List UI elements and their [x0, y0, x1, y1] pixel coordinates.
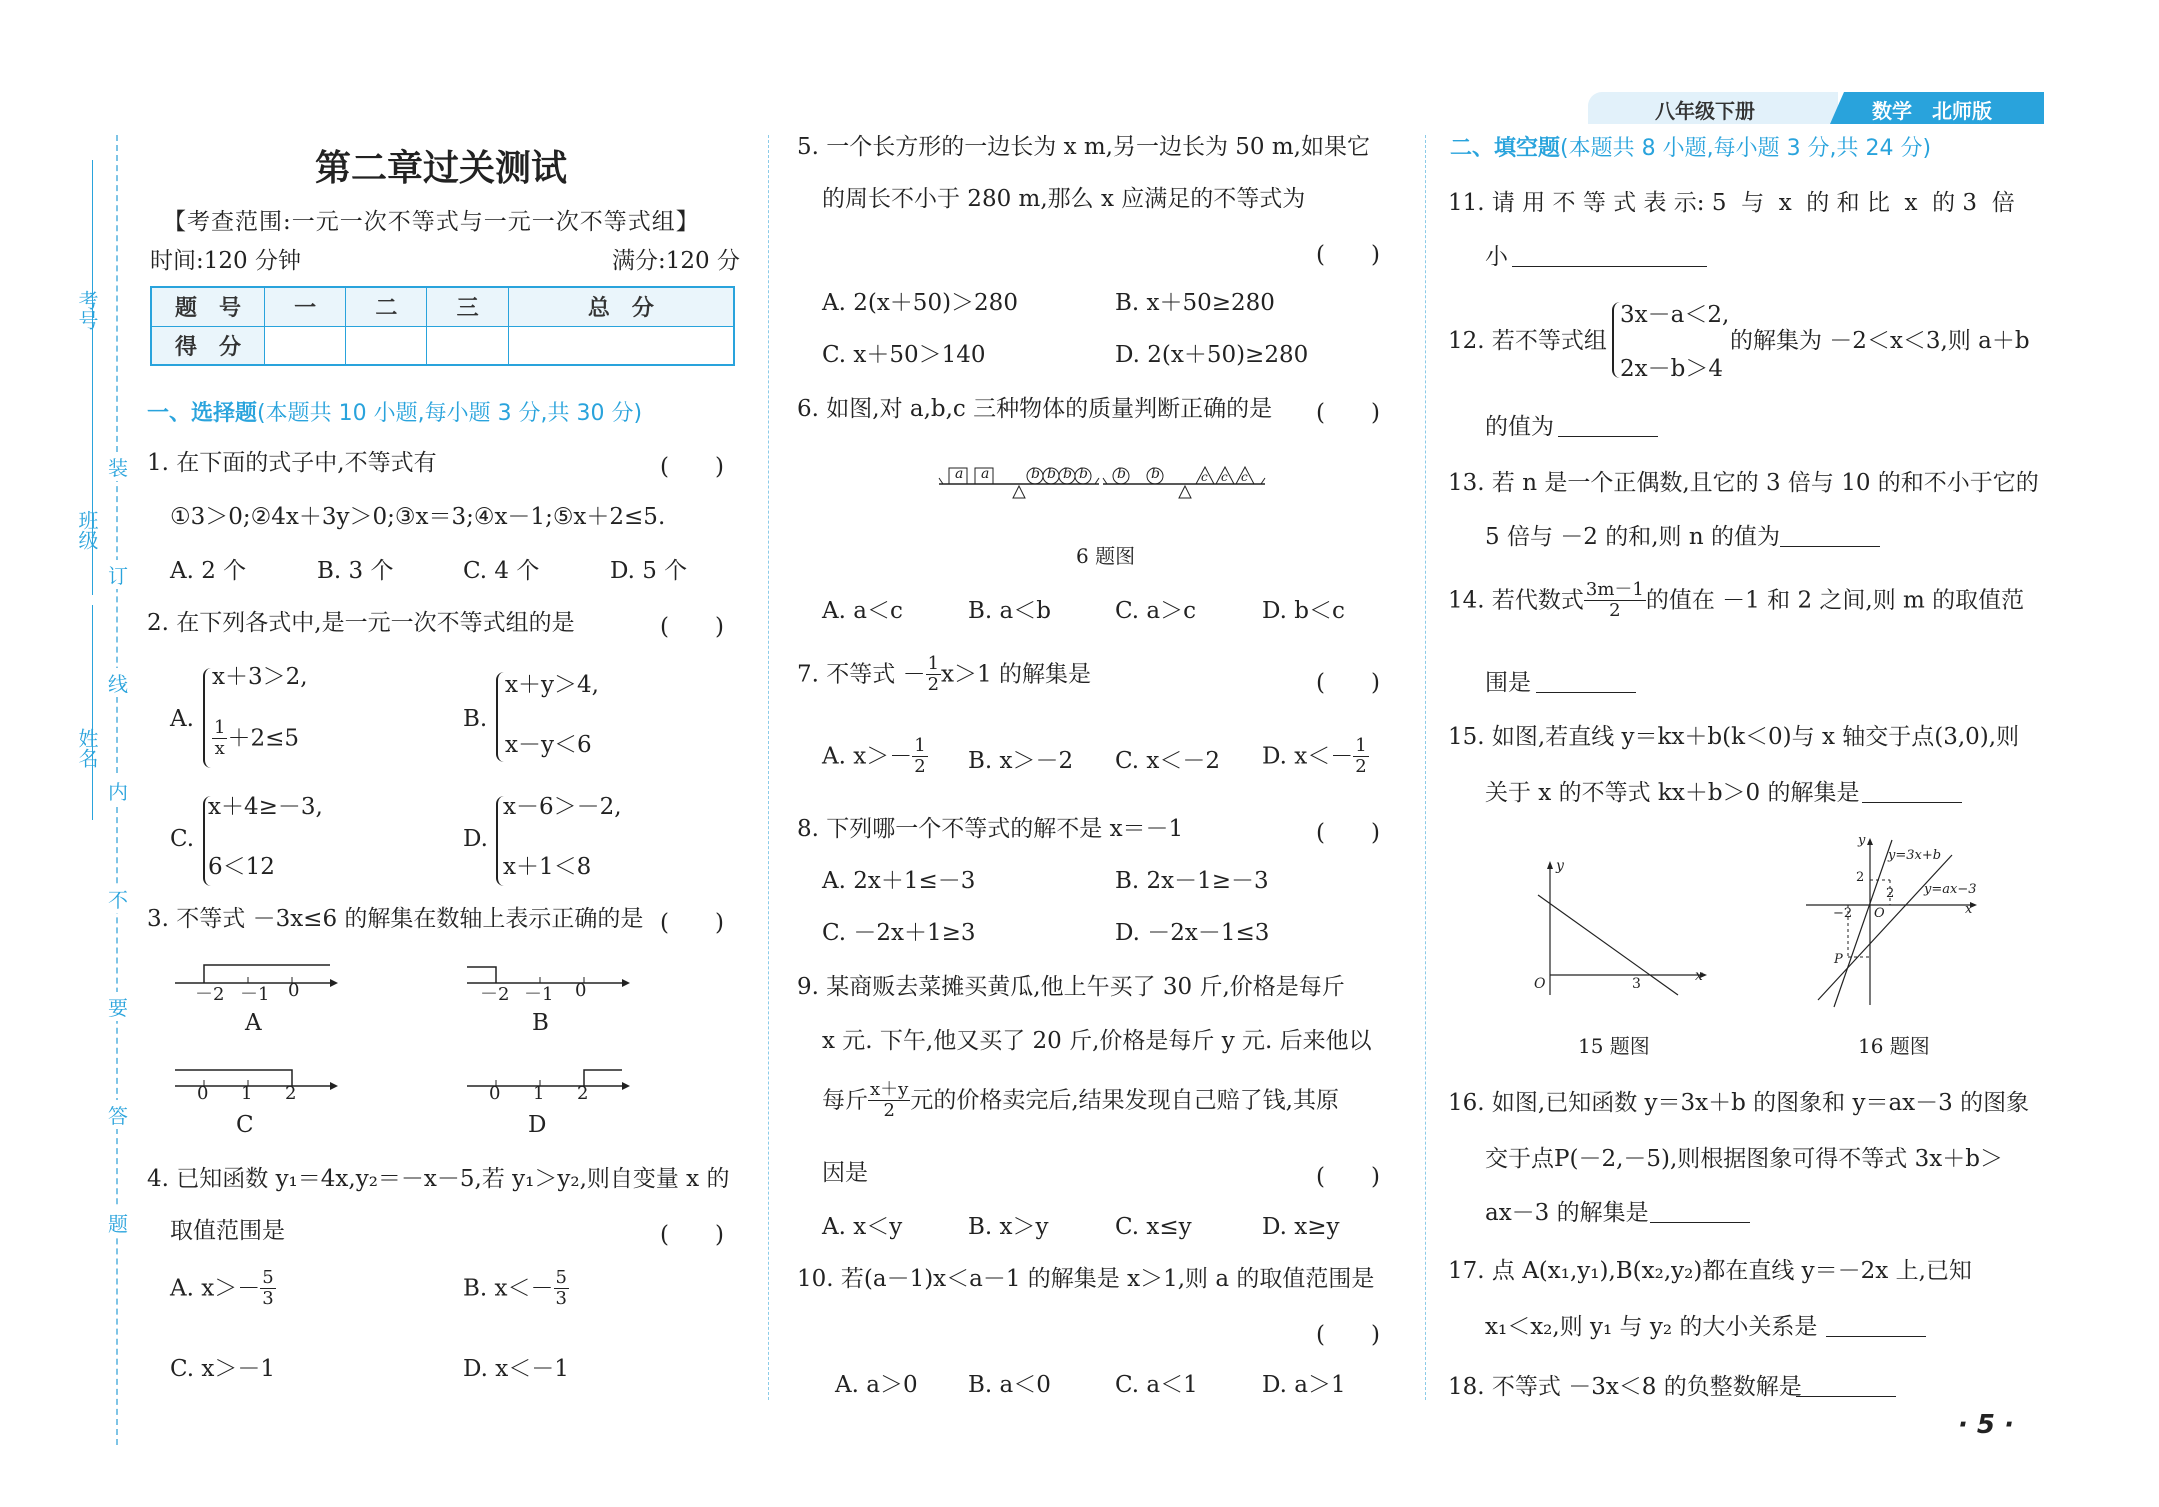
q5-option: C. x＋50＞140: [822, 342, 986, 368]
answer-paren: ( ): [1316, 242, 1380, 268]
q4-stem-2: 取值范围是: [170, 1218, 285, 1244]
q15-line1: 15. 如图,若直线 y＝kx＋b(k＜0)与 x 轴交于点(3,0),则: [1448, 724, 2020, 750]
frac-den: 2: [1609, 600, 1621, 621]
q1-option: D. 5 个: [610, 558, 688, 584]
q8-option: D. －2x－1≤3: [1115, 920, 1270, 946]
score-cell[interactable]: [427, 326, 508, 365]
balance-label: a: [955, 466, 964, 482]
q3-tick-label: 2: [577, 1083, 589, 1104]
q6-option: C. a＞c: [1115, 598, 1196, 624]
q2-c-line1: x＋4≥－3,: [208, 794, 323, 820]
frac-num: x＋y: [870, 1079, 909, 1100]
balance-label: c: [1221, 470, 1228, 484]
balance-label: c: [1241, 470, 1248, 484]
q13-answer-blank[interactable]: [1780, 546, 1880, 547]
q12-line2: 的值为: [1485, 414, 1554, 440]
q3-label-c: C: [236, 1112, 254, 1138]
kaohao-underline: [92, 160, 93, 385]
q7-stem-a: 7. 不等式 －: [797, 661, 926, 688]
answer-paren: ( ): [1316, 820, 1380, 846]
q8-option: B. 2x－1≥－3: [1115, 868, 1269, 894]
section-2-heading: [1450, 131, 1931, 162]
q9-line4: 因是: [822, 1160, 868, 1186]
binding-char: 内: [108, 776, 128, 805]
score-table-header: 二: [346, 287, 427, 326]
fig16-caption: 16 题图: [1858, 1034, 1930, 1058]
q11-line1: 11. 请 用 不 等 式 表 示: 5 与 x 的 和 比 x 的 3 倍: [1448, 190, 2015, 216]
fig15-y-label: y: [1556, 858, 1564, 874]
banji-underline: [92, 385, 93, 595]
q7-option-c: C. x＜－2: [1115, 748, 1221, 774]
frac-den: 2: [1355, 756, 1367, 777]
answer-paren: ( ): [1316, 1164, 1380, 1190]
grade-label: 八年级下册: [1655, 99, 1755, 123]
q5-option: D. 2(x＋50)≥280: [1115, 342, 1309, 368]
subject-label: 数学 北师版: [1872, 99, 1992, 123]
fig16-y-label: y: [1858, 833, 1866, 848]
q3-tick-label: 0: [489, 1083, 501, 1104]
q4-option-a-text: A. x＞－: [170, 1275, 261, 1302]
q14-line2: 围是: [1485, 670, 1531, 696]
balance-label: a: [981, 466, 990, 482]
q3-tick-label: －1: [524, 984, 554, 1005]
q7-option-a: [822, 736, 928, 777]
q4-option-a: [170, 1268, 276, 1309]
frac-num: 5: [555, 1267, 567, 1288]
q10-option: D. a＞1: [1262, 1372, 1346, 1398]
binding-char: 答: [108, 1100, 128, 1129]
score-row-label: 得 分: [151, 326, 265, 365]
q9-option: C. x≤y: [1115, 1214, 1192, 1240]
q3-tick-label: 2: [285, 1083, 297, 1104]
q4-option-c: C. x＞－1: [170, 1356, 276, 1382]
q1-items: ①3＞0;②4x＋3y＞0;③x＝3;④x－1;⑤x＋2≤5.: [170, 504, 666, 530]
score-cell[interactable]: [265, 326, 346, 365]
q2-c-line2: 6＜12: [208, 854, 275, 880]
balance-label: c: [1201, 470, 1208, 484]
q12-system-line2: 2x－b＞4: [1620, 356, 1723, 382]
q14-post: 的值在 －1 和 2 之间,则 m 的取值范: [1645, 587, 2025, 614]
q6-caption: 6 题图: [1076, 544, 1136, 568]
banji-label: 班级: [75, 510, 99, 550]
binding-char: 订: [108, 560, 128, 589]
section-2-note: (本题共 8 小题,每小题 3 分,共 24 分): [1560, 136, 1932, 161]
q16-line2: 交于点P(－2,－5),则根据图象可得不等式 3x＋b＞: [1485, 1146, 2003, 1172]
q6-option: B. a＜b: [968, 598, 1051, 624]
q11-answer-blank[interactable]: [1512, 266, 1707, 267]
fig15-caption: 15 题图: [1578, 1034, 1650, 1058]
q3-label-a: A: [245, 1010, 262, 1036]
q2-d-line1: x－6＞－2,: [503, 794, 622, 820]
q18-answer-blank[interactable]: [1796, 1396, 1896, 1397]
q10-option: A. a＞0: [835, 1372, 918, 1398]
q2-stem: 2. 在下列各式中,是一元一次不等式组的是: [147, 610, 575, 636]
binding-char: 题: [108, 1208, 128, 1237]
balance-label: b: [1063, 466, 1072, 482]
q3-numberline-d: [462, 1058, 632, 1108]
frac-den: 2: [914, 756, 926, 777]
q3-numberline-c: [170, 1058, 340, 1108]
section-1-heading: [147, 396, 642, 427]
q15-line2: 关于 x 的不等式 kx＋b＞0 的解集是: [1485, 780, 1860, 806]
kaohao-label: 考号: [75, 290, 99, 330]
frac-den: 3: [262, 1288, 274, 1309]
binding-char: 线: [108, 668, 128, 697]
binding-char: 要: [108, 992, 128, 1021]
time-limit: 时间:120 分钟: [150, 248, 301, 274]
q1-option: C. 4 个: [463, 558, 540, 584]
q10-option: C. a＜1: [1115, 1372, 1198, 1398]
answer-paren: ( ): [660, 1222, 724, 1248]
q1-option: A. 2 个: [170, 558, 247, 584]
score-table-header: 总 分: [508, 287, 734, 326]
q12-post: 的解集为 －2＜x＜3,则 a＋b: [1730, 328, 2030, 354]
q9-option: D. x≥y: [1262, 1214, 1340, 1240]
score-cell[interactable]: [346, 326, 427, 365]
q3-tick-label: －1: [240, 984, 270, 1005]
fig15-origin: O: [1534, 976, 1546, 992]
q14-line1: [1448, 580, 2024, 621]
frac-num: 3m－1: [1585, 579, 1644, 600]
q5-line2: 的周长不小于 280 m,那么 x 应满足的不等式为: [822, 186, 1306, 212]
q2-a-line2: ＋2≤5: [227, 725, 299, 752]
score-table-header: 三: [427, 287, 508, 326]
balance-label: b: [1117, 466, 1126, 482]
q9-line2: x 元. 下午,他又买了 20 斤,价格是每斤 y 元. 后来他以: [822, 1028, 1372, 1054]
q3-stem: 3. 不等式 －3x≤6 的解集在数轴上表示正确的是: [147, 906, 644, 932]
q2-a-fraction: $\frac{1}{x}$ ＋2≤5: [214, 717, 299, 759]
q7-stem: [797, 654, 1091, 695]
section-1-note: (本题共 10 小题,每小题 3 分,共 30 分): [257, 401, 643, 426]
score-table: [150, 286, 735, 366]
scope-line: 【考查范围:一元一次不等式与一元一次不等式组】: [163, 209, 700, 235]
frac-den: 3: [555, 1288, 567, 1309]
frac-num: 1: [1355, 735, 1367, 756]
q3-tick-label: －2: [195, 984, 225, 1005]
q4-option-d: D. x＜－1: [463, 1356, 569, 1382]
fig15-x-label: x: [1695, 968, 1703, 984]
answer-paren: ( ): [660, 614, 724, 640]
q2-a-line1: x＋3＞2,: [212, 664, 308, 690]
figure-15: [1520, 855, 1710, 1005]
q7-option-d: [1262, 736, 1369, 777]
q3-tick-label: 1: [533, 1083, 545, 1104]
q3-tick-label: 0: [575, 980, 587, 1001]
balance-label: b: [1047, 466, 1056, 482]
q14-answer-blank[interactable]: [1536, 692, 1636, 693]
full-score: 满分:120 分: [612, 248, 740, 274]
fig16-x-label: x: [1965, 902, 1973, 917]
balance-label: b: [1031, 466, 1040, 482]
answer-paren: ( ): [1316, 670, 1380, 696]
page-title: 第二章过关测试: [315, 147, 568, 189]
q2-b-line1: x＋y＞4,: [505, 672, 599, 698]
q13-line2: 5 倍与 －2 的和,则 n 的值为: [1485, 524, 1780, 550]
q9-line1: 9. 某商贩去菜摊买黄瓜,他上午买了 30 斤,价格是每斤: [797, 974, 1345, 1000]
q4-stem: 4. 已知函数 y₁＝4x,y₂＝－x－5,若 y₁＞y₂,则自变量 x 的: [147, 1166, 730, 1192]
answer-paren: ( ): [660, 454, 724, 480]
xingming-label: 姓名: [75, 728, 99, 768]
fig15-tick-3: 3: [1632, 976, 1641, 992]
balance-label: b: [1079, 466, 1088, 482]
balance-label: b: [1151, 466, 1160, 482]
binding-char: 装: [108, 452, 128, 481]
q3-tick-label: －2: [480, 984, 510, 1005]
q2-d-line2: x＋1＜8: [503, 854, 592, 880]
q16-line1: 16. 如图,已知函数 y＝3x＋b 的图象和 y＝ax－3 的图象: [1448, 1090, 2030, 1116]
q8-option: C. －2x＋1≥3: [822, 920, 976, 946]
q10-option: B. a＜0: [968, 1372, 1051, 1398]
q13-line1: 13. 若 n 是一个正偶数,且它的 3 倍与 10 的和不小于它的: [1448, 470, 2039, 496]
q5-option: B. x＋50≥280: [1115, 290, 1275, 316]
q9-line3: [822, 1080, 1339, 1121]
score-table-header: 题 号: [151, 287, 265, 326]
score-cell[interactable]: [508, 326, 734, 365]
q6-option: A. a＜c: [822, 598, 903, 624]
q5-option: A. 2(x＋50)＞280: [822, 290, 1018, 316]
fig16-point-p: P: [1834, 952, 1843, 967]
q16-line3: ax－3 的解集是: [1485, 1200, 1649, 1226]
column-divider-2: [1425, 135, 1426, 1400]
answer-paren: ( ): [660, 910, 724, 936]
q4-option-b: [463, 1268, 569, 1309]
q10-stem: 10. 若(a－1)x＜a－1 的解集是 x＞1,则 a 的取值范围是: [797, 1266, 1375, 1292]
q17-line1: 17. 点 A(x₁,y₁),B(x₂,y₂)都在直线 y＝－2x 上,已知: [1448, 1258, 1972, 1284]
q17-line2: x₁＜x₂,则 y₁ 与 y₂ 的大小关系是: [1485, 1314, 1818, 1340]
q9-line3b: 元的价格卖完后,结果发现自己赔了钱,其原: [910, 1087, 1339, 1114]
fig16-tick-2x: 2: [1886, 886, 1895, 901]
q2-option-c-label: C.: [170, 826, 195, 852]
q1-option: B. 3 个: [317, 558, 394, 584]
q18-stem: 18. 不等式 －3x＜8 的负整数解是: [1448, 1374, 1802, 1400]
xingming-underline: [92, 605, 93, 820]
q12-system-line1: 3x－a＜2,: [1620, 302, 1730, 328]
fig16-line2-label: y=ax−3: [1924, 882, 1977, 897]
q3-label-d: D: [528, 1112, 547, 1138]
q3-label-b: B: [532, 1010, 549, 1036]
q14-pre: 14. 若代数式: [1448, 587, 1584, 614]
q3-tick-label: 0: [197, 1083, 209, 1104]
q8-option: A. 2x＋1≤－3: [822, 868, 976, 894]
q2-option-a-label: A.: [170, 706, 194, 732]
q5-line1: 5. 一个长方形的一边长为 x m,另一边长为 50 m,如果它: [797, 134, 1370, 160]
section-2-title: 二、填空题: [1450, 136, 1561, 161]
q7-option-text: D. x＜－: [1262, 743, 1354, 770]
answer-paren: ( ): [1316, 400, 1380, 426]
q12-pre: 12. 若不等式组: [1448, 328, 1607, 354]
q17-answer-blank[interactable]: [1826, 1336, 1926, 1337]
frac-num: 1: [914, 735, 926, 756]
q6-stem: 6. 如图,对 a,b,c 三种物体的质量判断正确的是: [797, 396, 1273, 422]
q11-line2: 小: [1485, 244, 1508, 270]
q2-option-d-label: D.: [463, 826, 488, 852]
q15-answer-blank[interactable]: [1862, 802, 1962, 803]
fig16-tick-2y: 2: [1856, 870, 1865, 885]
fig16-origin: O: [1874, 906, 1885, 921]
q3-tick-label: 1: [241, 1083, 253, 1104]
frac-den: 2: [927, 674, 940, 695]
q2-b-line2: x－y＜6: [505, 732, 592, 758]
q3-tick-label: 0: [288, 980, 300, 1001]
q7-option-text: A. x＞－: [822, 743, 913, 770]
q9-option: A. x＜y: [822, 1214, 903, 1240]
frac-num: 5: [262, 1267, 274, 1288]
score-table-header: 一: [265, 287, 346, 326]
q6-option: D. b＜c: [1262, 598, 1345, 624]
q7-stem-b: x＞1 的解集是: [941, 661, 1091, 688]
frac-num: 1: [927, 653, 940, 674]
column-divider-1: [768, 135, 769, 1400]
binding-char: 不: [108, 884, 128, 913]
q16-answer-blank[interactable]: [1650, 1222, 1750, 1223]
fig16-tick-neg2: −2: [1833, 906, 1853, 921]
q9-line3a: 每斤: [822, 1087, 868, 1114]
q9-option: B. x＞y: [968, 1214, 1049, 1240]
q4-option-b-text: B. x＜－: [463, 1275, 554, 1302]
q1-stem: 1. 在下面的式子中,不等式有: [147, 450, 437, 476]
fig16-line1-label: y=3x+b: [1888, 848, 1942, 863]
q8-stem: 8. 下列哪一个不等式的解不是 x＝－1: [797, 816, 1184, 842]
section-1-title: 一、选择题: [147, 401, 258, 426]
q2-option-b-label: B.: [463, 706, 488, 732]
answer-paren: ( ): [1316, 1322, 1380, 1348]
q12-answer-blank[interactable]: [1558, 436, 1658, 437]
frac-den: 2: [883, 1100, 895, 1121]
page-number: · 5 ·: [1958, 1410, 2014, 1440]
q7-option-b: B. x＞－2: [968, 748, 1074, 774]
